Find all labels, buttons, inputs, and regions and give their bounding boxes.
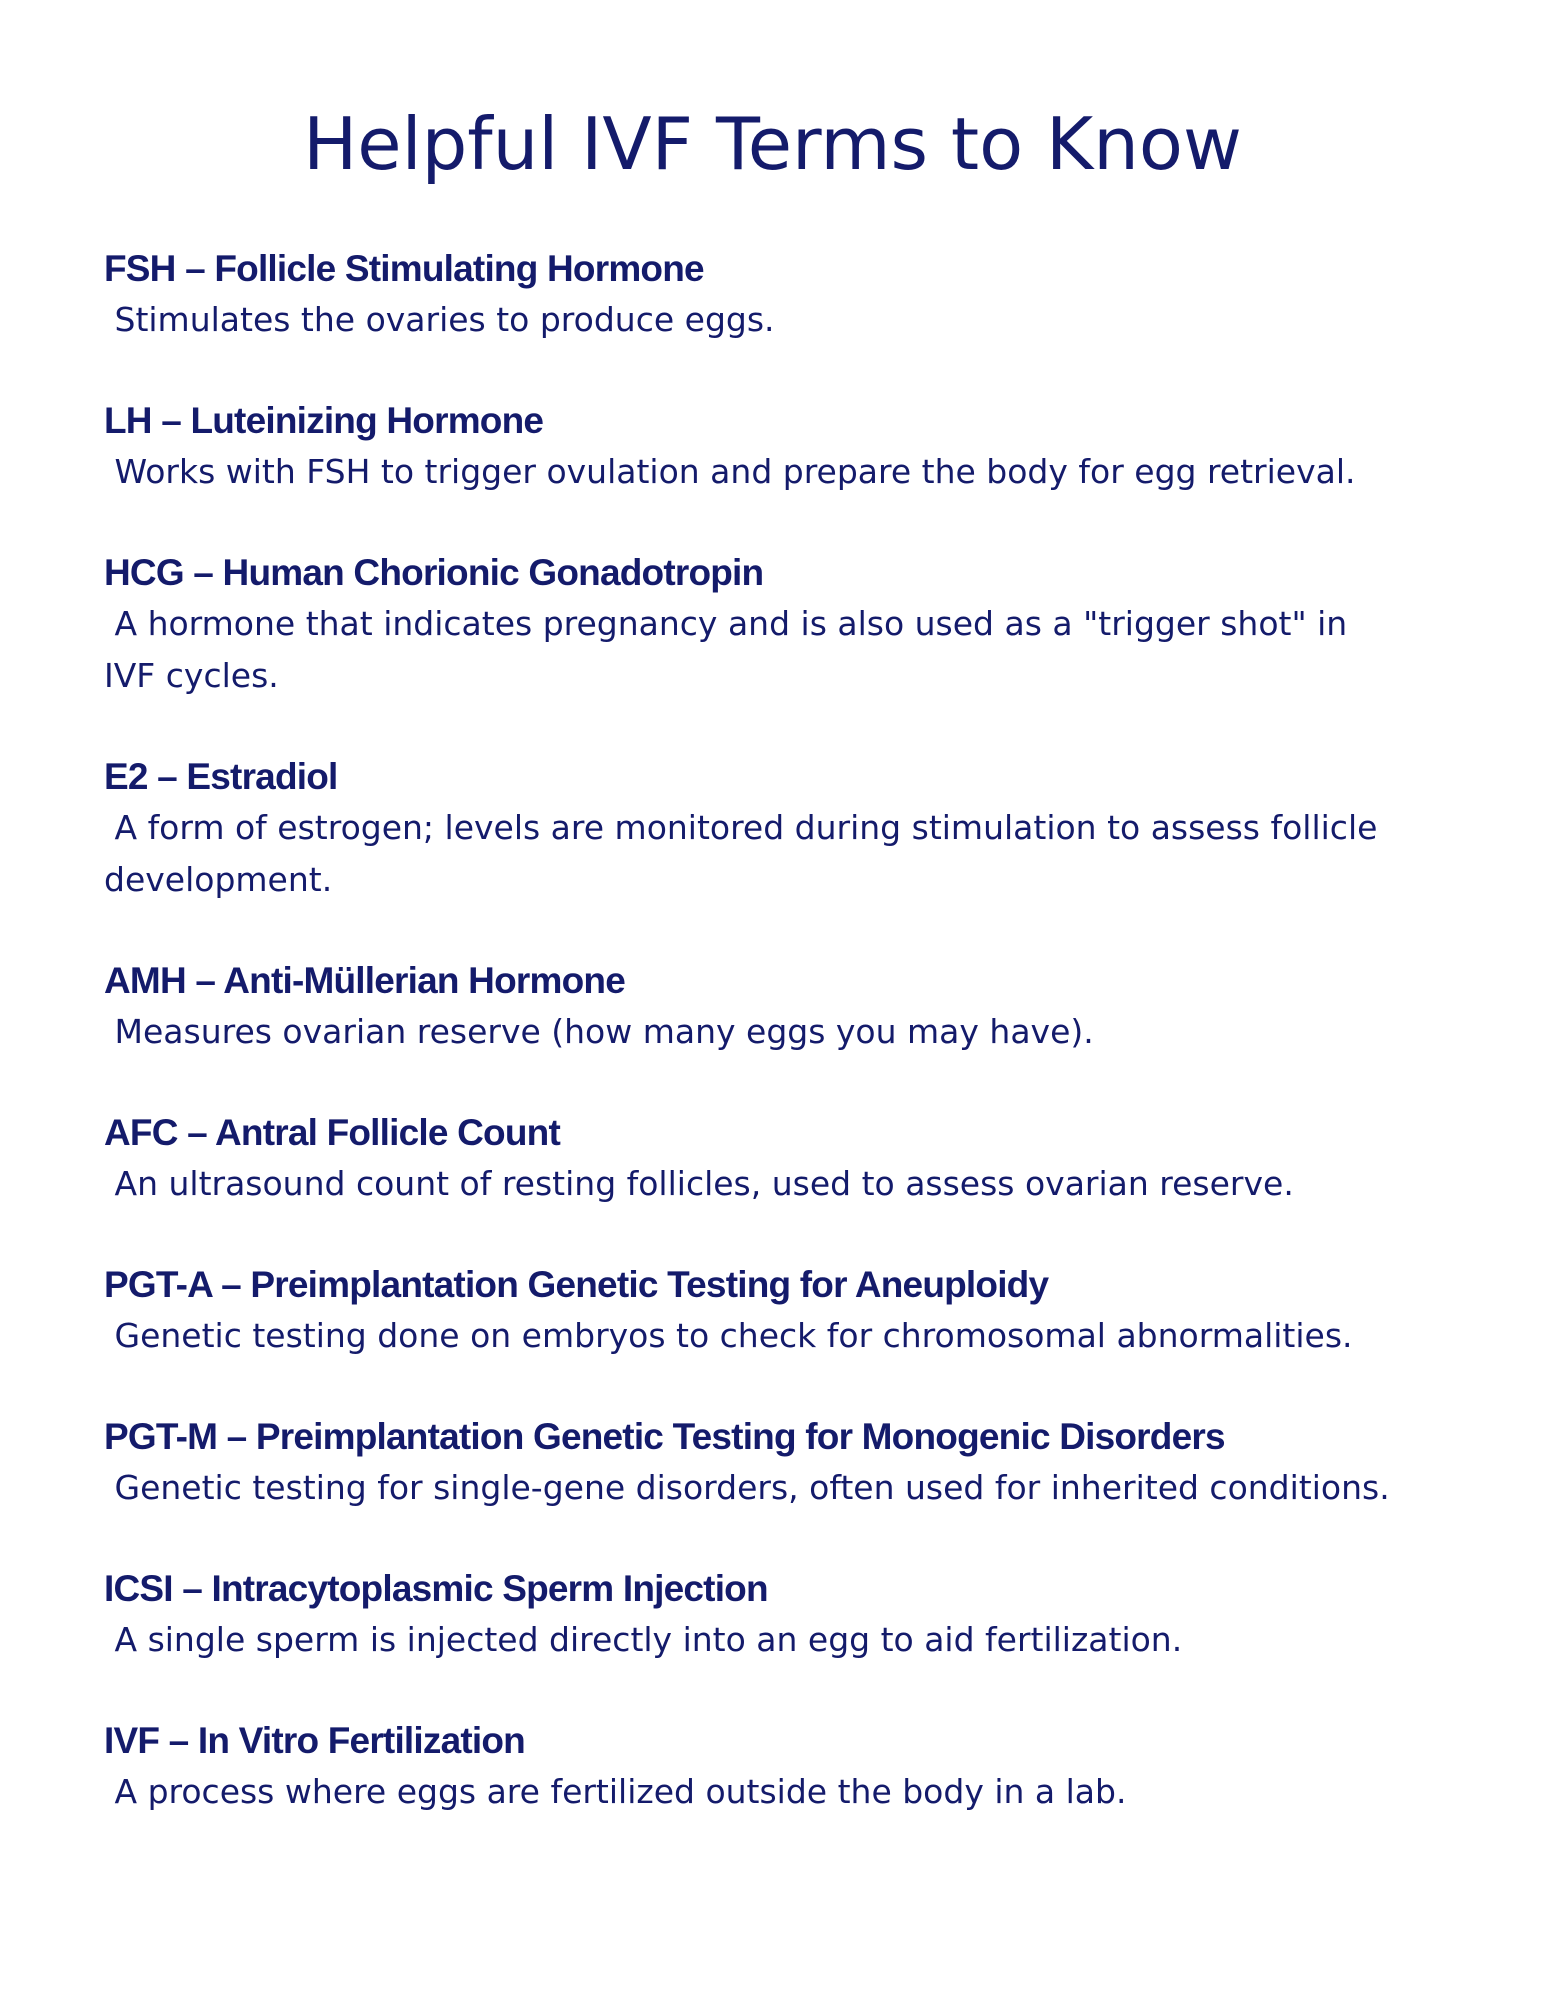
term-afc xyxy=(104,1108,1441,1210)
page-title: Helpful IVF Terms to Know xyxy=(303,102,1242,186)
term-heading: FSH – Follicle Stimulating Hormone xyxy=(104,248,704,289)
term-icsi xyxy=(104,1564,1441,1666)
term-pgt-m xyxy=(104,1412,1441,1514)
term-description: A hormone that indicates pregnancy and is also used as a "trigger shot" in IVF cycles. xyxy=(104,604,1358,695)
term-description: A form of estrogen; levels are monitored during stimulation to assess follicle development. xyxy=(104,808,1388,899)
term-description: An ultrasound count of resting follicles, used to assess ovarian reserve. xyxy=(104,1164,1294,1203)
term-hcg xyxy=(104,548,1441,702)
term-lh xyxy=(104,396,1441,498)
term-description: Stimulates the ovaries to produce eggs. xyxy=(104,300,775,339)
term-heading: IVF – In Vitro Fertilization xyxy=(104,1720,525,1761)
term-description: Measures ovarian reserve (how many eggs you may have). xyxy=(104,1012,1094,1051)
term-heading: E2 – Estradiol xyxy=(104,756,338,797)
term-heading: PGT-A – Preimplantation Genetic Testing for Aneuploidy xyxy=(104,1264,1049,1305)
term-heading: ICSI – Intracytoplasmic Sperm Injection xyxy=(104,1568,768,1609)
term-e2 xyxy=(104,752,1441,906)
term-description: Works with FSH to trigger ovulation and prepare the body for egg retrieval. xyxy=(104,452,1356,491)
term-heading: AFC – Antral Follicle Count xyxy=(104,1112,560,1153)
term-fsh xyxy=(104,244,1441,346)
term-pgt-a xyxy=(104,1260,1441,1362)
term-description: Genetic testing done on embryos to check for chromosomal abnormalities. xyxy=(104,1316,1353,1355)
terms-list xyxy=(104,244,1441,1818)
term-heading: LH – Luteinizing Hormone xyxy=(104,400,544,441)
term-ivf xyxy=(104,1716,1441,1818)
term-heading: HCG – Human Chorionic Gonadotropin xyxy=(104,552,764,593)
term-amh xyxy=(104,956,1441,1058)
term-description: A single sperm is injected directly into an egg to aid fertilization. xyxy=(104,1620,1183,1659)
term-heading: AMH – Anti-Müllerian Hormone xyxy=(104,960,625,1001)
term-heading: PGT-M – Preimplantation Genetic Testing for Monogenic Disorders xyxy=(104,1416,1225,1457)
term-description: Genetic testing for single-gene disorders, often used for inherited conditions. xyxy=(104,1468,1390,1507)
term-description: A process where eggs are fertilized outside the body in a lab. xyxy=(104,1772,1127,1811)
